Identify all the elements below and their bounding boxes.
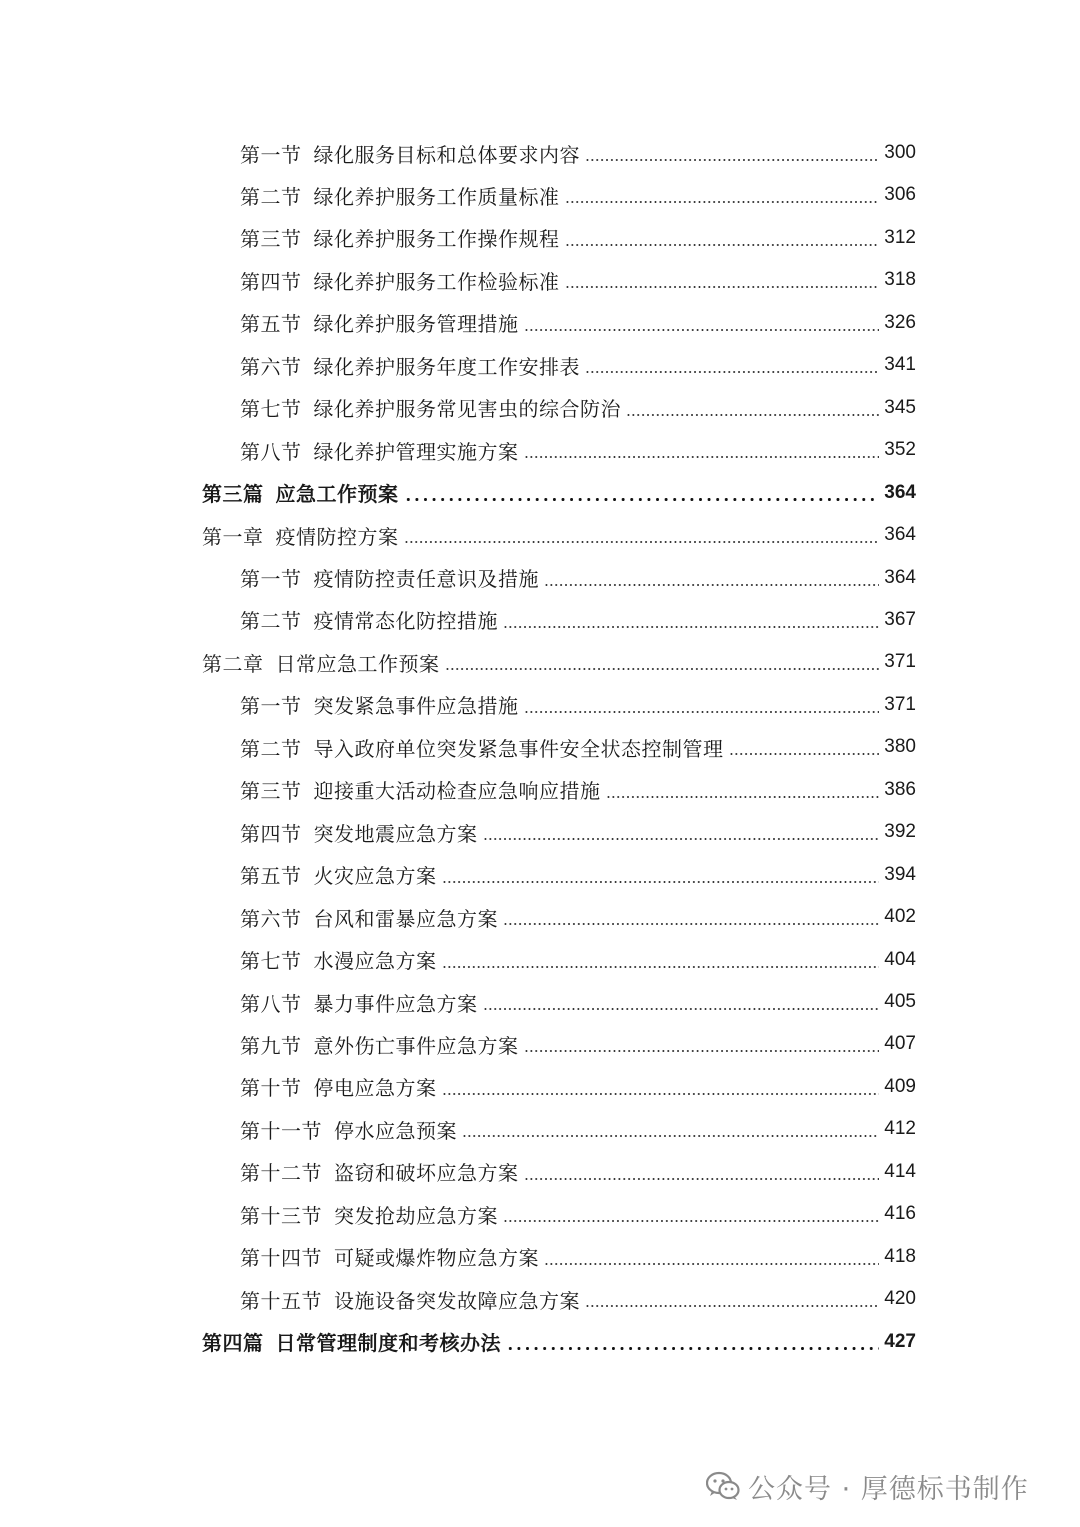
toc-entry-title: 应急工作预案: [275, 482, 399, 507]
toc-entry-number: 第八节: [240, 439, 302, 464]
toc-entry-number: 第二节: [240, 609, 302, 634]
toc-entry-page-number: 318: [884, 269, 916, 291]
toc-entry-part[interactable]: [202, 1321, 916, 1363]
toc-entry-section[interactable]: [240, 259, 916, 301]
toc-entry-label: [240, 1072, 437, 1101]
dot-leader: [524, 1178, 880, 1180]
toc-entry-number: 第三节: [240, 779, 302, 804]
toc-entry-title: 台风和雷暴应急方案: [313, 906, 498, 931]
dot-leader: [442, 881, 880, 883]
toc-entry-section[interactable]: [240, 344, 916, 386]
watermark-text: 公众号 · 厚德标书制作: [748, 1473, 1029, 1505]
dot-leader: [483, 838, 880, 840]
toc-entry-title: 停水应急预案: [334, 1118, 457, 1143]
toc-entry-page-number: 352: [884, 439, 916, 461]
toc-entry-page-number: 386: [884, 778, 916, 800]
toc-entry-label: [240, 690, 519, 719]
toc-entry-label: [240, 775, 601, 804]
dot-leader: [565, 286, 880, 288]
toc-entry-number: 第十三节: [240, 1203, 322, 1228]
dot-leader: [524, 711, 880, 713]
toc-entry-title: 绿化养护服务年度工作安排表: [313, 354, 580, 379]
toc-entry-page-number: 312: [884, 226, 916, 248]
toc-entry-number: 第十四节: [240, 1246, 322, 1271]
toc-entry-page-number: 367: [884, 608, 916, 630]
wechat-icon: [706, 1471, 740, 1501]
toc-entry-section[interactable]: [240, 302, 916, 344]
dot-leader: [585, 1305, 879, 1307]
toc-entry-number: 第二节: [240, 736, 302, 761]
toc-entry-page-number: 427: [884, 1330, 916, 1352]
toc-entry-label: [202, 1327, 501, 1356]
toc-entry-section[interactable]: [240, 1066, 916, 1108]
watermark: [706, 1464, 1029, 1508]
toc-entry-chapter[interactable]: [202, 641, 916, 683]
toc-entry-number: 第六节: [240, 906, 302, 931]
toc-entry-title: 疫情防控方案: [275, 524, 399, 549]
toc-entry-title: 绿化养护服务工作质量标准: [313, 184, 560, 209]
dot-leader: [442, 1093, 880, 1095]
toc-entry-page-number: 306: [884, 184, 916, 206]
toc-entry-title: 绿化养护服务工作操作规程: [313, 227, 560, 252]
toc-entry-section[interactable]: [240, 1108, 916, 1150]
toc-entry-section[interactable]: [240, 429, 916, 471]
toc-entry-title: 火灾应急方案: [313, 864, 437, 889]
toc-entry-page-number: 409: [884, 1075, 916, 1097]
toc-entry-section[interactable]: [240, 387, 916, 429]
toc-entry-section[interactable]: [240, 174, 916, 216]
toc-entry-section[interactable]: [240, 726, 916, 768]
toc-entry-number: 第五节: [240, 864, 302, 889]
toc-entry-section[interactable]: [240, 599, 916, 641]
toc-entry-section[interactable]: [240, 684, 916, 726]
toc-entry-title: 突发紧急事件应急措施: [313, 694, 519, 719]
toc-entry-number: 第八节: [240, 991, 302, 1016]
dot-leader: [462, 1135, 879, 1137]
toc-entry-title: 停电应急方案: [313, 1076, 437, 1101]
toc-entry-page-number: 341: [884, 354, 916, 376]
toc-entry-number: 第九节: [240, 1033, 302, 1058]
toc-entry-number: 第十二节: [240, 1161, 322, 1186]
toc-entry-section[interactable]: [240, 1236, 916, 1278]
toc-entry-title: 疫情常态化防控措施: [313, 609, 498, 634]
dot-leader: [544, 1263, 879, 1265]
toc-entry-label: [240, 945, 437, 974]
toc-entry-label: [240, 1030, 519, 1059]
dot-leader: [524, 1050, 880, 1052]
toc-entry-chapter[interactable]: [202, 514, 916, 556]
toc-entry-section[interactable]: [240, 854, 916, 896]
toc-entry-section[interactable]: [240, 981, 916, 1023]
toc-entry-number: 第十一节: [240, 1118, 322, 1143]
toc-entry-page-number: 364: [884, 481, 916, 503]
dot-leader: [606, 796, 880, 798]
toc-entry-section[interactable]: [240, 896, 916, 938]
toc-entry-label: [240, 1242, 539, 1271]
dot-leader: [503, 626, 879, 628]
toc-entry-page-number: 345: [884, 396, 916, 418]
dot-leader: [445, 668, 880, 670]
toc-entry-title: 盗窃和破坏应急方案: [334, 1161, 519, 1186]
dot-leader: [565, 244, 880, 246]
toc-entry-section[interactable]: [240, 217, 916, 259]
toc-entry-title: 日常管理制度和考核办法: [275, 1331, 501, 1356]
toc-entry-number: 第七节: [240, 949, 302, 974]
toc-entry-label: [202, 521, 399, 550]
toc-entry-number: 第十五节: [240, 1288, 322, 1313]
toc-entry-label: [240, 223, 560, 252]
dot-leader: [524, 456, 880, 458]
toc-entry-title: 水漫应急方案: [313, 949, 437, 974]
toc-entry-page-number: 412: [884, 1118, 916, 1140]
toc-entry-label: [240, 1285, 580, 1314]
dot-leader: [585, 159, 879, 161]
dot-leader: [506, 1347, 879, 1350]
toc-entry-section[interactable]: [240, 811, 916, 853]
toc-entry-number: 第六节: [240, 354, 302, 379]
toc-entry-number: 第一节: [240, 694, 302, 719]
dot-leader: [442, 966, 880, 968]
toc-entry-section[interactable]: [240, 769, 916, 811]
toc-entry-title: 绿化养护服务工作检验标准: [313, 269, 560, 294]
toc-entry-label: [240, 139, 580, 168]
toc-entry-label: [202, 478, 399, 507]
toc-entry-title: 绿化养护管理实施方案: [313, 439, 519, 464]
toc-entry-page-number: 364: [884, 566, 916, 588]
toc-entry-page-number: 405: [884, 991, 916, 1012]
toc-entry-page-number: 392: [884, 821, 916, 843]
dot-leader: [729, 753, 880, 755]
dot-leader: [544, 584, 879, 586]
toc-entry-page-number: 404: [884, 948, 916, 970]
toc-entry-label: [240, 266, 560, 295]
toc-entry-title: 日常应急工作预案: [275, 651, 440, 676]
toc-entry-title: 导入政府单位突发紧急事件安全状态控制管理: [313, 736, 724, 761]
toc-entry-section[interactable]: [240, 557, 916, 599]
toc-entry-number: 第一章: [202, 524, 264, 549]
dot-leader: [483, 1008, 880, 1010]
dot-leader: [404, 541, 880, 543]
toc-entry-number: 第二节: [240, 184, 302, 209]
toc-entry-label: [240, 988, 478, 1017]
toc-entry-page-number: 407: [884, 1033, 916, 1055]
dot-leader: [404, 498, 880, 501]
toc-entry-page-number: 402: [884, 906, 916, 928]
toc-entry-label: [240, 351, 580, 380]
toc-entry-page-number: 300: [884, 142, 916, 163]
dot-leader: [565, 201, 880, 203]
toc-entry-number: 第二章: [202, 651, 264, 676]
toc-entry-number: 第五节: [240, 312, 302, 337]
toc-entry-number: 第七节: [240, 397, 302, 422]
toc-entry-label: [240, 903, 498, 932]
toc-entry-label: [240, 436, 519, 465]
toc-entry-label: [240, 860, 437, 889]
toc-entry-section[interactable]: [240, 939, 916, 981]
toc-entry-page-number: 418: [884, 1245, 916, 1267]
toc-entry-number: 第一节: [240, 567, 302, 591]
toc-entry-title: 绿化养护服务常见害虫的综合防治: [313, 397, 621, 422]
toc-entry-title: 暴力事件应急方案: [313, 991, 478, 1016]
toc-entry-section[interactable]: [240, 132, 916, 174]
toc-entry-label: [240, 393, 621, 422]
toc-entry-page-number: 394: [884, 863, 916, 885]
toc-entry-number: 第四篇: [202, 1331, 264, 1356]
toc-entry-page-number: 371: [884, 693, 916, 715]
toc-entry-page-number: 416: [884, 1203, 916, 1225]
toc-entry-number: 第三篇: [202, 482, 264, 507]
dot-leader: [585, 371, 879, 373]
toc-entry-page-number: 326: [884, 311, 916, 333]
toc-entry-page-number: 371: [884, 651, 916, 673]
toc-entry-label: [240, 181, 560, 210]
toc-entry-section[interactable]: [240, 1023, 916, 1065]
dot-leader: [524, 329, 880, 331]
toc-entry-label: [240, 563, 539, 592]
toc-entry-label: [240, 733, 724, 762]
toc-entry-number: 第四节: [240, 269, 302, 294]
toc-entry-label: [240, 1200, 498, 1229]
toc-entry-title: 疫情防控责任意识及措施: [313, 567, 539, 591]
dot-leader: [503, 923, 879, 925]
toc-entry-title: 突发地震应急方案: [313, 821, 478, 846]
toc-entry-label: [240, 818, 478, 847]
dot-leader: [503, 1220, 879, 1222]
toc-entry-title: 可疑或爆炸物应急方案: [334, 1246, 539, 1271]
toc-entry-title: 突发抢劫应急方案: [334, 1203, 498, 1228]
toc-entry-label: [240, 308, 519, 337]
toc-entry-title: 设施设备突发故障应急方案: [334, 1288, 580, 1313]
dot-leader: [626, 414, 879, 416]
toc-entry-number: 第三节: [240, 227, 302, 252]
toc-entry-page-number: 380: [884, 736, 916, 758]
toc-entry-part[interactable]: [202, 472, 916, 514]
toc-entry-section[interactable]: [240, 1278, 916, 1320]
toc-entry-title: 意外伤亡事件应急方案: [313, 1033, 519, 1058]
toc-entry-title: 绿化服务目标和总体要求内容: [313, 142, 580, 167]
toc-entry-number: 第一节: [240, 142, 302, 167]
toc-entry-label: [240, 1115, 457, 1144]
toc-entry-page-number: 420: [884, 1288, 916, 1310]
toc-entry-label: [202, 648, 440, 677]
toc-entry-page-number: 364: [884, 524, 916, 546]
toc-entry-section[interactable]: [240, 1193, 916, 1235]
toc-entry-label: [240, 1157, 519, 1186]
toc-entry-label: [240, 605, 498, 634]
toc-entry-section[interactable]: [240, 1151, 916, 1193]
toc-entry-page-number: 414: [884, 1160, 916, 1182]
toc-entry-number: 第四节: [240, 821, 302, 846]
toc-entry-number: 第十节: [240, 1076, 302, 1101]
toc-entry-title: 绿化养护服务管理措施: [313, 312, 519, 337]
toc-entry-title: 迎接重大活动检查应急响应措施: [313, 779, 601, 804]
